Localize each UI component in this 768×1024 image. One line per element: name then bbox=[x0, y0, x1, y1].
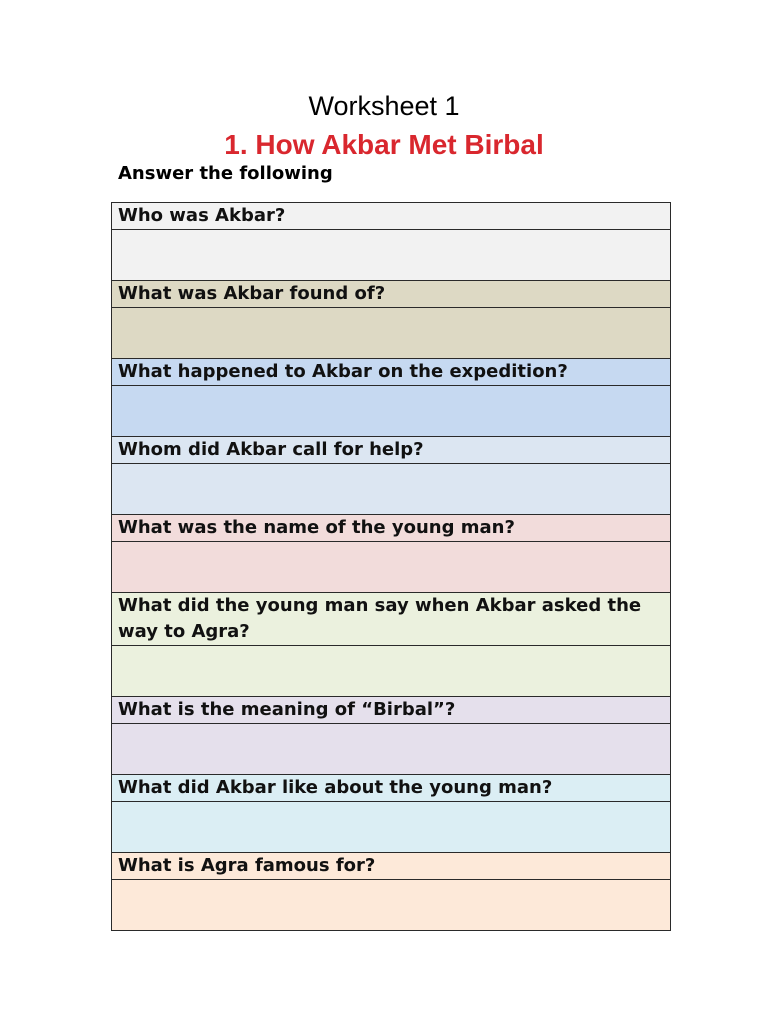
answer-space[interactable] bbox=[112, 464, 671, 515]
answer-row bbox=[112, 542, 671, 593]
answer-space[interactable] bbox=[112, 646, 671, 697]
answer-space[interactable] bbox=[112, 724, 671, 775]
question-row bbox=[112, 437, 671, 464]
answer-row bbox=[112, 880, 671, 931]
question-row bbox=[112, 697, 671, 724]
answer-row bbox=[112, 646, 671, 697]
question-row bbox=[112, 203, 671, 230]
worksheet-title: Worksheet 1 bbox=[308, 91, 460, 121]
question-text: What did Akbar like about the young man? bbox=[112, 775, 671, 802]
question-text: Who was Akbar? bbox=[112, 203, 671, 230]
answer-space[interactable] bbox=[112, 308, 671, 359]
question-row bbox=[112, 853, 671, 880]
answer-row bbox=[112, 308, 671, 359]
question-text: What is Agra famous for? bbox=[112, 853, 671, 880]
chapter-title: 1. How Akbar Met Birbal bbox=[224, 129, 544, 160]
question-row bbox=[112, 281, 671, 308]
question-text: Whom did Akbar call for help? bbox=[112, 437, 671, 464]
answer-space[interactable] bbox=[112, 386, 671, 437]
answer-space[interactable] bbox=[112, 542, 671, 593]
question-table bbox=[111, 202, 671, 931]
question-text: What is the meaning of “Birbal”? bbox=[112, 697, 671, 724]
question-text: What happened to Akbar on the expedition? bbox=[112, 359, 671, 386]
answer-row bbox=[112, 802, 671, 853]
answer-row bbox=[112, 230, 671, 281]
question-text: What was Akbar found of? bbox=[112, 281, 671, 308]
question-text: What was the name of the young man? bbox=[112, 515, 671, 542]
answer-row bbox=[112, 464, 671, 515]
question-row bbox=[112, 775, 671, 802]
answer-space[interactable] bbox=[112, 880, 671, 931]
answer-row bbox=[112, 724, 671, 775]
question-text: What did the young man say when Akbar asked the way to Agra? bbox=[112, 593, 671, 646]
answer-row bbox=[112, 386, 671, 437]
answer-space[interactable] bbox=[112, 230, 671, 281]
question-row bbox=[112, 515, 671, 542]
instruction-text: Answer the following bbox=[118, 163, 333, 184]
question-table-body bbox=[112, 203, 671, 931]
question-row bbox=[112, 359, 671, 386]
answer-space[interactable] bbox=[112, 802, 671, 853]
question-row bbox=[112, 593, 671, 646]
